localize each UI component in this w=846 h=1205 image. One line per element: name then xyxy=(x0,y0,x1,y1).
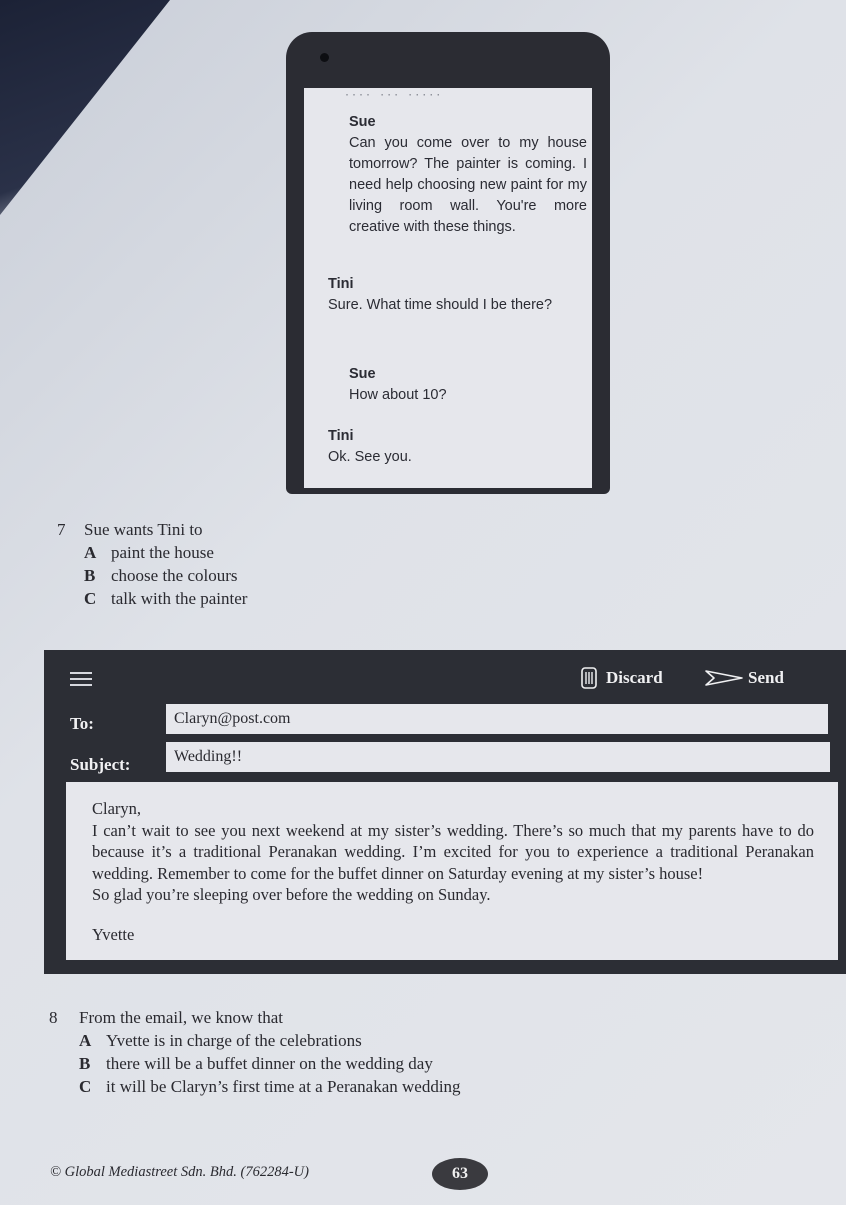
option-letter: A xyxy=(84,543,97,562)
answer-option-b[interactable] xyxy=(79,1052,433,1075)
message-sender: Sue xyxy=(349,366,376,382)
answer-option-c[interactable] xyxy=(79,1075,461,1098)
option-letter: C xyxy=(79,1077,92,1096)
send-label: Send xyxy=(748,668,784,687)
camera-icon xyxy=(320,53,329,62)
email-paragraph: I can’t wait to see you next weekend at my sister’s wedding. There’s so much that my parents have to do because it’s a traditional Peranakan wedding. I’m excited for you to experience a traditional Peranakan wedding. Remember to come for the buffet dinner on Saturday evening at my sister’s house! xyxy=(92,820,814,883)
answer-option-a[interactable] xyxy=(79,1029,362,1052)
message-sender: Tini xyxy=(328,428,354,444)
question-number: 8 xyxy=(49,1008,58,1027)
page-number: 63 xyxy=(432,1158,488,1190)
to-label: To: xyxy=(70,714,94,733)
message-sender: Tini xyxy=(328,276,354,292)
option-letter: B xyxy=(79,1054,91,1073)
to-field[interactable] xyxy=(166,704,828,734)
email-composer xyxy=(44,650,846,974)
subject-label: Subject: xyxy=(70,755,131,774)
chat-message xyxy=(328,274,566,316)
answer-option-c[interactable] xyxy=(84,587,247,610)
message-sender: Sue xyxy=(349,114,376,130)
discard-label: Discard xyxy=(606,668,663,687)
chat-screen xyxy=(304,88,592,488)
trash-icon xyxy=(580,667,598,689)
background-shadow xyxy=(0,0,170,215)
send-icon xyxy=(704,669,744,687)
question-stem: From the email, we know that xyxy=(79,1008,283,1027)
message-text: How about 10? xyxy=(349,387,447,403)
option-text: it will be Claryn’s first time at a Peranakan wedding xyxy=(106,1077,461,1096)
email-signature: Yvette xyxy=(92,924,135,944)
option-text: there will be a buffet dinner on the wedding day xyxy=(106,1054,433,1073)
question-stem: Sue wants Tini to xyxy=(84,520,203,539)
chat-message xyxy=(328,426,566,468)
status-bar: ···· ··· ····· xyxy=(344,90,443,101)
answer-option-b[interactable] xyxy=(84,564,238,587)
phone-mockup xyxy=(286,32,610,494)
question-7 xyxy=(57,518,377,618)
email-paragraph: So glad you’re sleeping over before the wedding on Sunday. xyxy=(92,885,491,904)
question-8 xyxy=(49,1006,609,1106)
message-text: Can you come over to my house tomorrow? The painter is coming. I need help choosing new paint for my living room wall. You're more creative with these things. xyxy=(349,135,587,235)
question-number: 7 xyxy=(57,520,66,539)
option-letter: B xyxy=(84,566,96,585)
subject-field[interactable] xyxy=(166,742,830,772)
message-text: Sure. What time should I be there? xyxy=(328,297,553,313)
message-text: Ok. See you. xyxy=(328,449,412,465)
option-text: Yvette is in charge of the celebrations xyxy=(106,1031,362,1050)
answer-option-a[interactable] xyxy=(84,541,214,564)
email-greeting: Claryn, xyxy=(92,799,142,818)
option-letter: A xyxy=(79,1031,92,1050)
chat-message xyxy=(349,112,587,238)
option-text: paint the house xyxy=(111,543,214,562)
menu-icon[interactable] xyxy=(70,672,92,690)
send-button[interactable] xyxy=(704,666,784,690)
copyright-footer: © Global Mediastreet Sdn. Bhd. (762284-U) xyxy=(50,1164,309,1180)
chat-message xyxy=(349,364,587,406)
option-text: choose the colours xyxy=(111,566,238,585)
discard-button[interactable] xyxy=(580,666,663,690)
option-text: talk with the painter xyxy=(111,589,248,608)
option-letter: C xyxy=(84,589,97,608)
email-body-field[interactable] xyxy=(66,782,838,960)
